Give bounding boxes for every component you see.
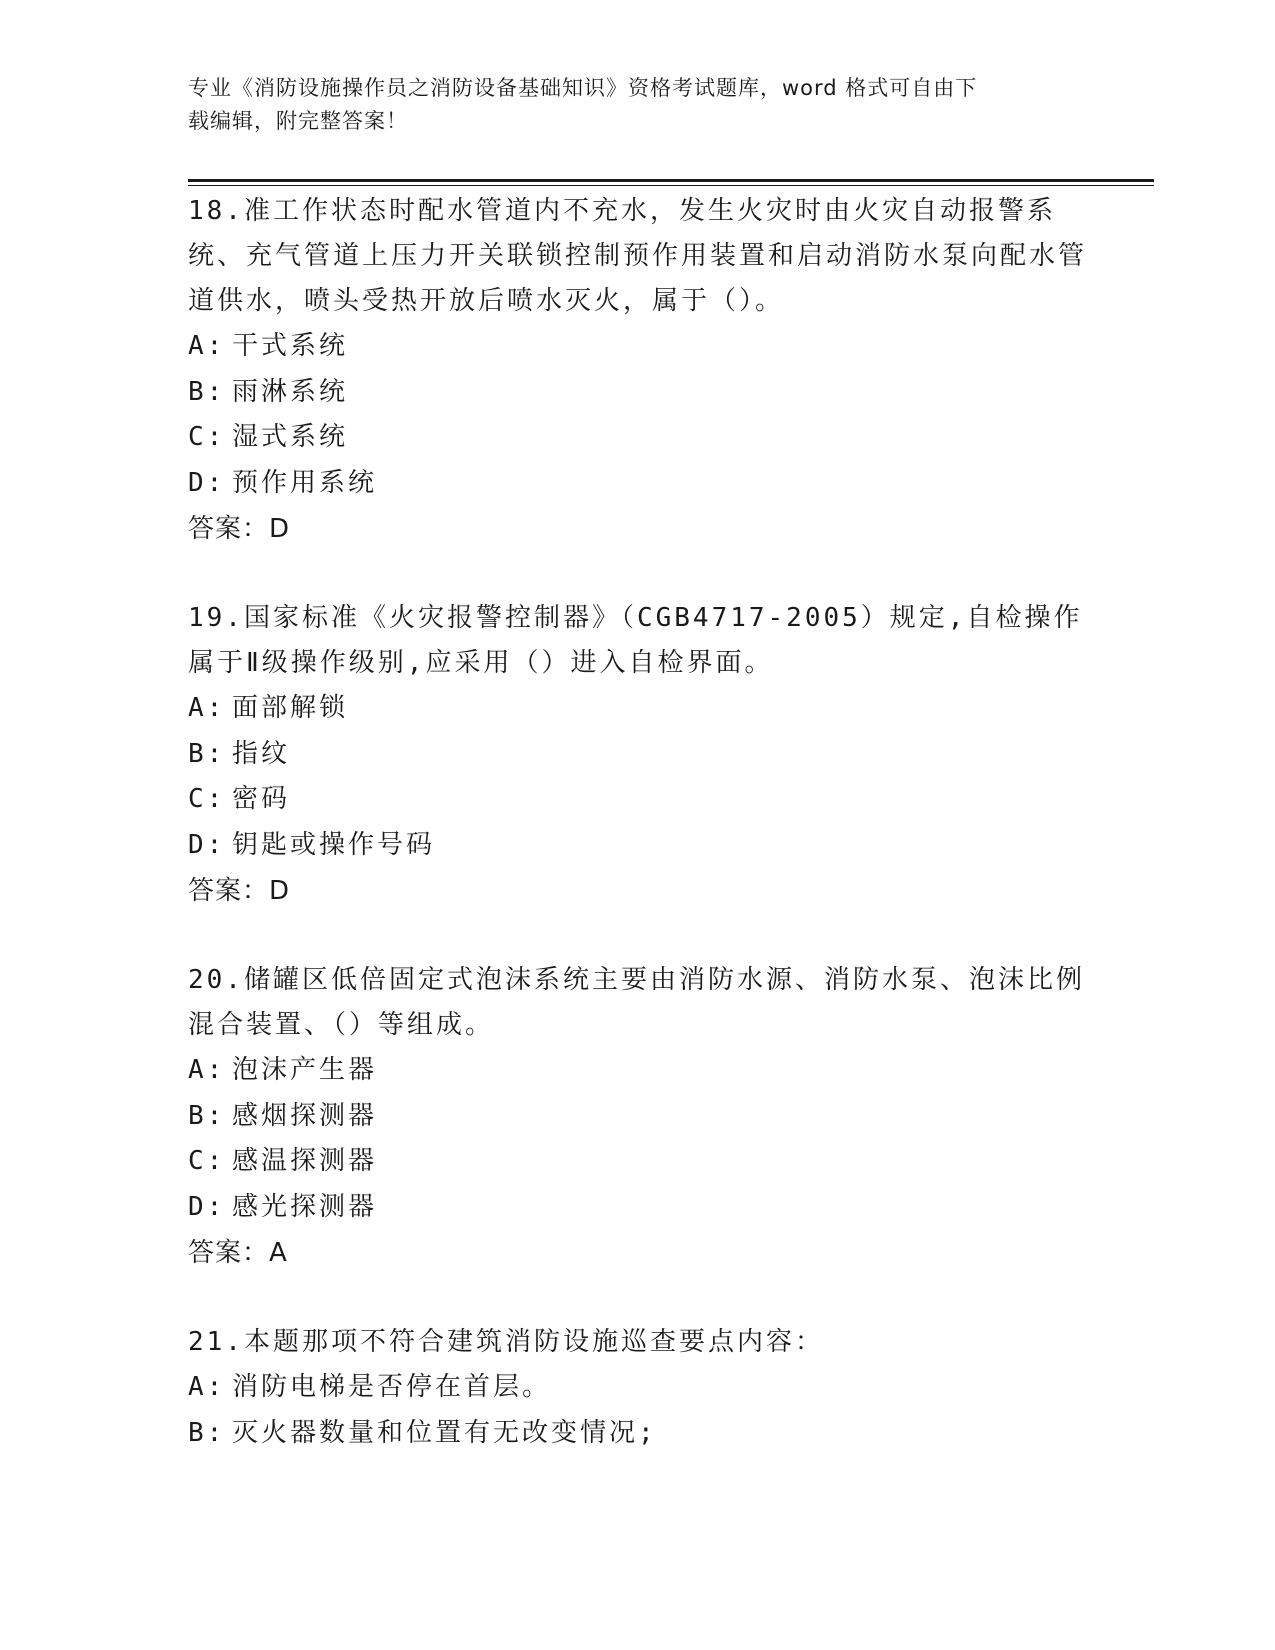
- option-letter: B:: [188, 738, 226, 769]
- option-d: [188, 823, 1088, 869]
- answer-line: 答案：D: [188, 876, 291, 906]
- header-line-1: 专业《消防设施操作员之消防设备基础知识》资格考试题库，word 格式可自由下: [188, 76, 978, 100]
- option-letter: C:: [188, 784, 226, 814]
- option-letter: D:: [188, 1191, 226, 1222]
- option-letter: D:: [188, 467, 226, 498]
- option-text: 钥匙或操作号码: [232, 829, 436, 860]
- option-letter: D:: [188, 829, 226, 860]
- question-text: 18.准工作状态时配水管道内不充水，发生火灾时由火灾自动报警系统、充气管道上压力开关联锁控制预作用装置和启动消防水泵向配水管道供水，喷头受热开放后喷水灭火，属于（）。: [188, 196, 1088, 316]
- option-text: 预作用系统: [232, 467, 378, 498]
- question-text: 20.储罐区低倍固定式泡沫系统主要由消防水源、消防水泵、泡沫比例混合装置、（）等组成。: [188, 965, 1085, 1040]
- option-c: [188, 777, 1088, 823]
- option-letter: A:: [188, 693, 226, 723]
- question-19: [188, 596, 1088, 914]
- option-text: 雨淋系统: [232, 376, 349, 407]
- option-text: 指纹: [232, 738, 291, 769]
- option-b: [188, 1411, 1088, 1457]
- option-letter: A:: [188, 331, 226, 361]
- answer-line: 答案：A: [188, 1238, 288, 1268]
- option-letter: A:: [188, 1055, 226, 1085]
- option-letter: A:: [188, 1372, 226, 1402]
- option-b: [188, 370, 1088, 416]
- option-letter: B:: [188, 376, 226, 407]
- option-d: [188, 1185, 1088, 1231]
- option-c: [188, 1139, 1088, 1185]
- document-header: [188, 72, 1068, 138]
- option-text: 感烟探测器: [232, 1100, 378, 1131]
- spacer: [188, 1276, 1088, 1320]
- option-text: 灭火器数量和位置有无改变情况;: [232, 1417, 657, 1448]
- header-line-2: 载编辑，附完整答案！: [188, 109, 408, 133]
- question-18: [188, 189, 1088, 552]
- option-a: [188, 1365, 1088, 1411]
- option-text: 干式系统: [232, 331, 349, 361]
- header-divider-thick: [188, 179, 1154, 182]
- question-21: [188, 1320, 1088, 1456]
- question-text: 19.国家标准《火灾报警控制器》（CGB4717-2005）规定,自检操作属于Ⅱ级操作级别,应采用（）进入自检界面。: [188, 603, 1083, 678]
- option-text: 湿式系统: [232, 422, 349, 452]
- question-20: [188, 958, 1088, 1276]
- option-text: 感光探测器: [232, 1191, 378, 1222]
- option-c: [188, 415, 1088, 461]
- header-divider-thin: [188, 185, 1154, 186]
- option-text: 面部解锁: [232, 693, 349, 723]
- question-text: 21.本题那项不符合建筑消防设施巡查要点内容：: [188, 1327, 824, 1357]
- option-d: [188, 461, 1088, 507]
- option-letter: C:: [188, 422, 226, 452]
- spacer: [188, 552, 1088, 596]
- option-text: 泡沫产生器: [232, 1055, 378, 1085]
- option-text: 消防电梯是否停在首层。: [232, 1372, 552, 1402]
- answer-line: 答案：D: [188, 514, 291, 544]
- option-text: 密码: [232, 784, 291, 814]
- option-text: 感温探测器: [232, 1146, 378, 1176]
- spacer: [188, 914, 1088, 958]
- option-letter: B:: [188, 1100, 226, 1131]
- option-letter: C:: [188, 1146, 226, 1176]
- option-letter: B:: [188, 1417, 226, 1448]
- question-list: [188, 189, 1088, 1456]
- option-b: [188, 732, 1088, 778]
- option-a: [188, 324, 1088, 370]
- option-b: [188, 1094, 1088, 1140]
- option-a: [188, 1048, 1088, 1094]
- option-a: [188, 686, 1088, 732]
